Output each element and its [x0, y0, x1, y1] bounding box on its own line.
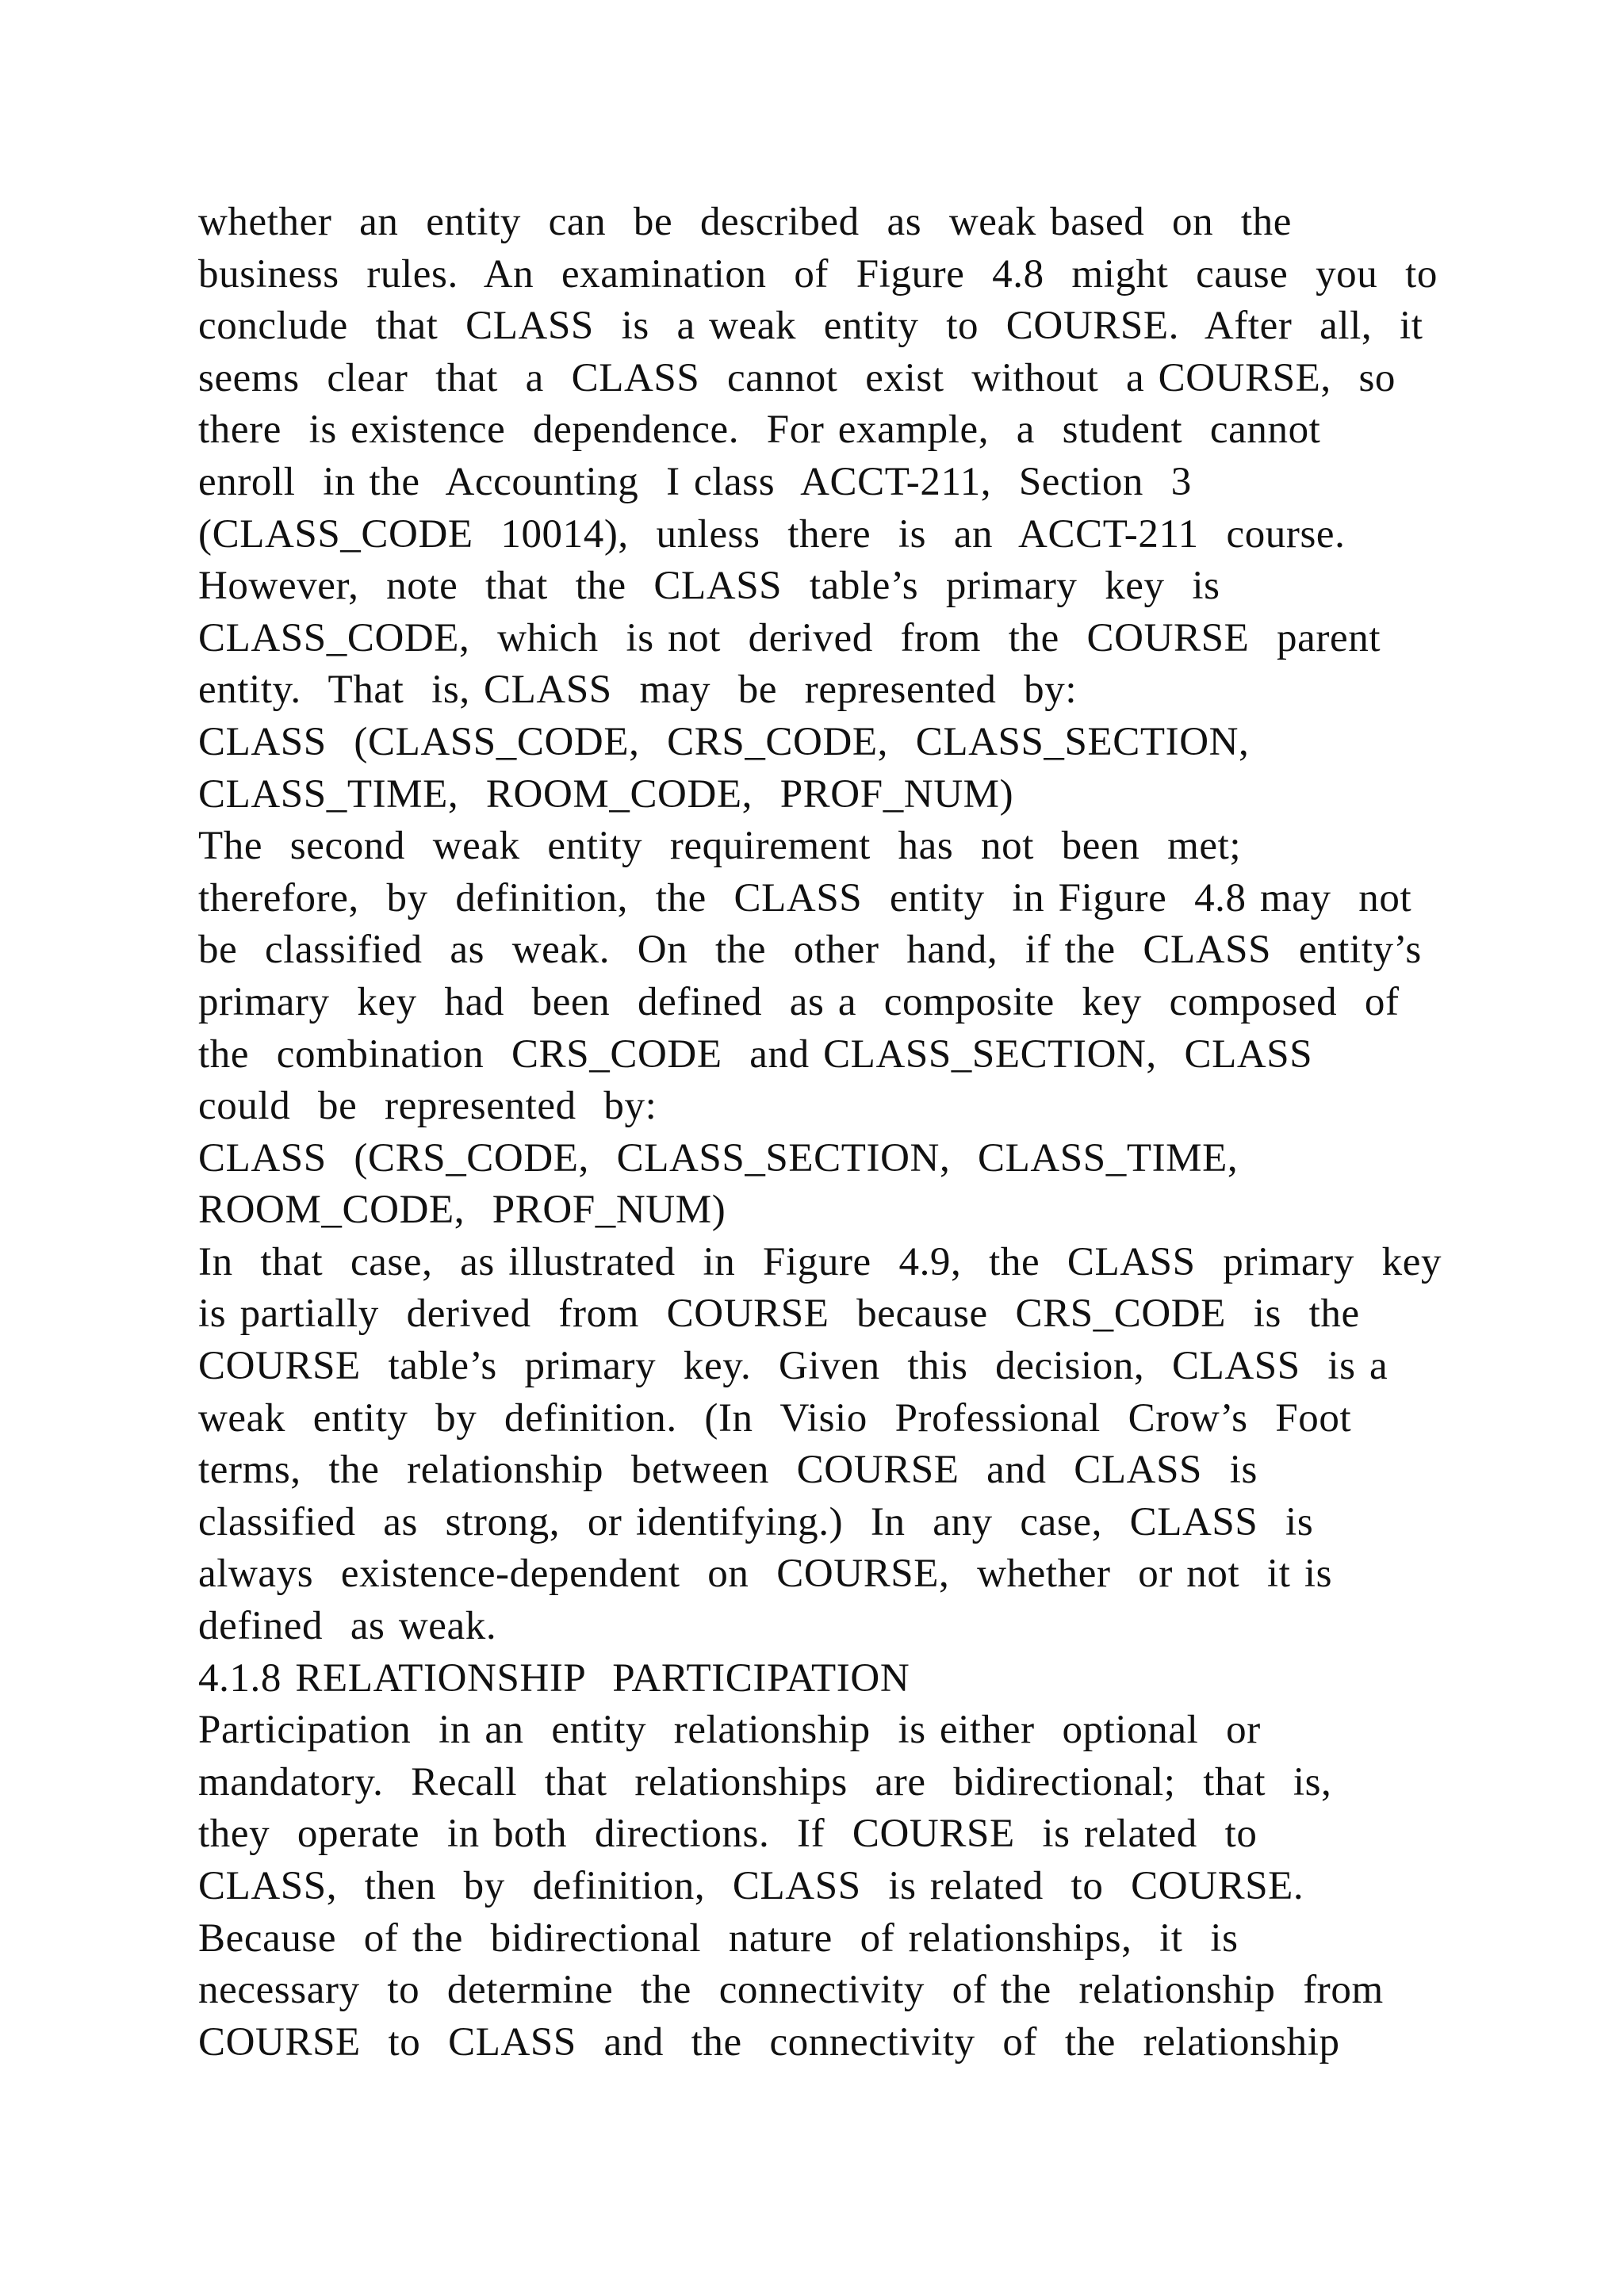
text-line: COURSE table’s primary key. Given this decision, CLASS is a — [198, 1344, 1388, 1389]
text-line: The second weak entity requirement has not been met; — [198, 824, 1242, 869]
section-heading: 4.1.8 RELATIONSHIP PARTICIPATION — [198, 1655, 910, 1701]
text-line: Because of the bidirectional nature of relationships, it is — [198, 1915, 1239, 1961]
code-line: CLASS (CLASS_CODE, CRS_CODE, CLASS_SECTION, — [198, 719, 1250, 764]
text-line: Participation in an entity relationship is either optional or — [198, 1708, 1261, 1753]
text-line: they operate in both directions. If COURSE is related to — [198, 1812, 1258, 1857]
text-line: be classified as weak. On the other hand, if the CLASS entity’s — [198, 928, 1422, 973]
text-line: (CLASS_CODE 10014), unless there is an ACCT-211 course. — [198, 511, 1346, 557]
text-line: seems clear that a CLASS cannot exist without a COURSE, so — [198, 355, 1396, 400]
code-line: CLASS (CRS_CODE, CLASS_SECTION, CLASS_TIME, — [198, 1135, 1239, 1181]
text-line: could be represented by: — [198, 1084, 657, 1129]
text-line: enroll in the Accounting I class ACCT-211, Section 3 — [198, 459, 1192, 504]
text-line: entity. That is, CLASS may be represented by: — [198, 668, 1078, 713]
text-line: primary key had been defined as a composite key composed of — [198, 979, 1400, 1024]
text-line: CLASS_CODE, which is not derived from the COURSE parent — [198, 615, 1381, 660]
body-text — [198, 197, 1562, 2068]
text-line: necessary to determine the connectivity of the relationship from — [198, 1968, 1384, 2013]
text-line: defined as weak. — [198, 1604, 497, 1649]
text-line: COURSE to CLASS and the connectivity of the relationship — [198, 2019, 1340, 2064]
text-line: there is existence dependence. For example, a student cannot — [198, 408, 1321, 453]
text-line: classified as strong, or identifying.) In any case, CLASS is — [198, 1499, 1314, 1544]
text-line: weak entity by definition. (In Visio Professional Crow’s Foot — [198, 1395, 1352, 1441]
text-line: conclude that CLASS is a weak entity to COURSE. After all, it — [198, 304, 1423, 349]
text-line: In that case, as illustrated in Figure 4.9, the CLASS primary key — [198, 1239, 1442, 1284]
text-line: business rules. An examination of Figure 4.8 might cause you to — [198, 251, 1438, 297]
text-line: is partially derived from COURSE because CRS_CODE is the — [198, 1292, 1360, 1337]
text-line: the combination CRS_CODE and CLASS_SECTION, CLASS — [198, 1031, 1313, 1077]
text-line: mandatory. Recall that relationships are bidirectional; that is, — [198, 1759, 1332, 1804]
text-line: However, note that the CLASS table’s primary key is — [198, 564, 1220, 609]
text-line: therefore, by definition, the CLASS entity in Figure 4.8 may not — [198, 875, 1412, 920]
text-line: whether an entity can be described as weak based on the — [198, 200, 1293, 244]
text-line: CLASS, then by definition, CLASS is related to COURSE. — [198, 1864, 1304, 1908]
text-line: always existence-dependent on COURSE, whether or not it is — [198, 1552, 1333, 1597]
code-line: CLASS_TIME, ROOM_CODE, PROF_NUM) — [198, 771, 1014, 817]
text-line: terms, the relationship between COURSE and CLASS is — [198, 1448, 1258, 1493]
code-line: ROOM_CODE, PROF_NUM) — [198, 1188, 726, 1233]
